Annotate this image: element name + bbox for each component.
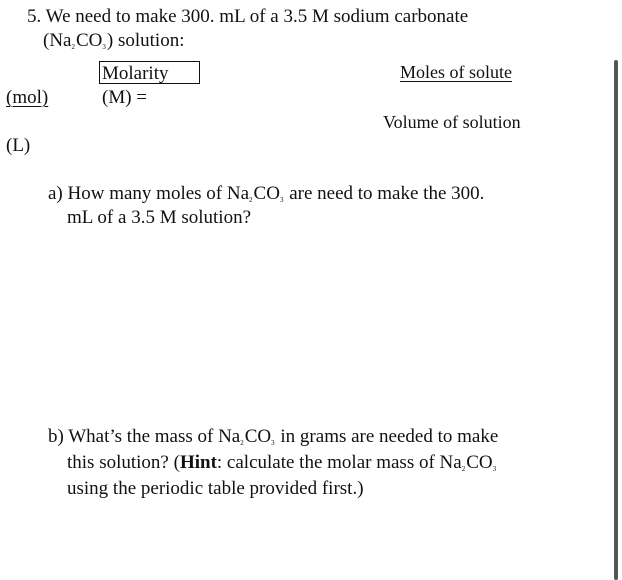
part-b-line-1: b) What’s the mass of $Na_2CO_3$ in grams are needed to make [48,426,499,447]
part-b-line-2: this solution? (Hint: calculate the molar mass of $Na_2CO_3$ [67,452,497,473]
fraction-numerator: Moles of solute [400,62,512,82]
fraction-denominator: Volume of solution [383,112,521,132]
molarity-label: Molarity [102,63,169,84]
problem-statement-line-1: 5. We need to make 300. mL of a 3.5 M sodium carbonate [27,6,469,27]
vertical-scrollbar[interactable] [614,60,618,580]
mol-unit-label: (mol) [6,87,49,108]
part-b-line-3: using the periodic table provided first.) [67,478,364,499]
part-a-line-1: a) How many moles of $Na_2CO_3$ are need to make the 300. [48,183,485,204]
part-a-line-2: mL of a 3.5 M solution? [67,207,251,228]
problem-statement-line-2: $(Na_2CO_3)$ solution: [43,30,185,51]
m-equals-label: (M) = [102,87,148,108]
liter-unit-label: (L) [6,135,31,156]
